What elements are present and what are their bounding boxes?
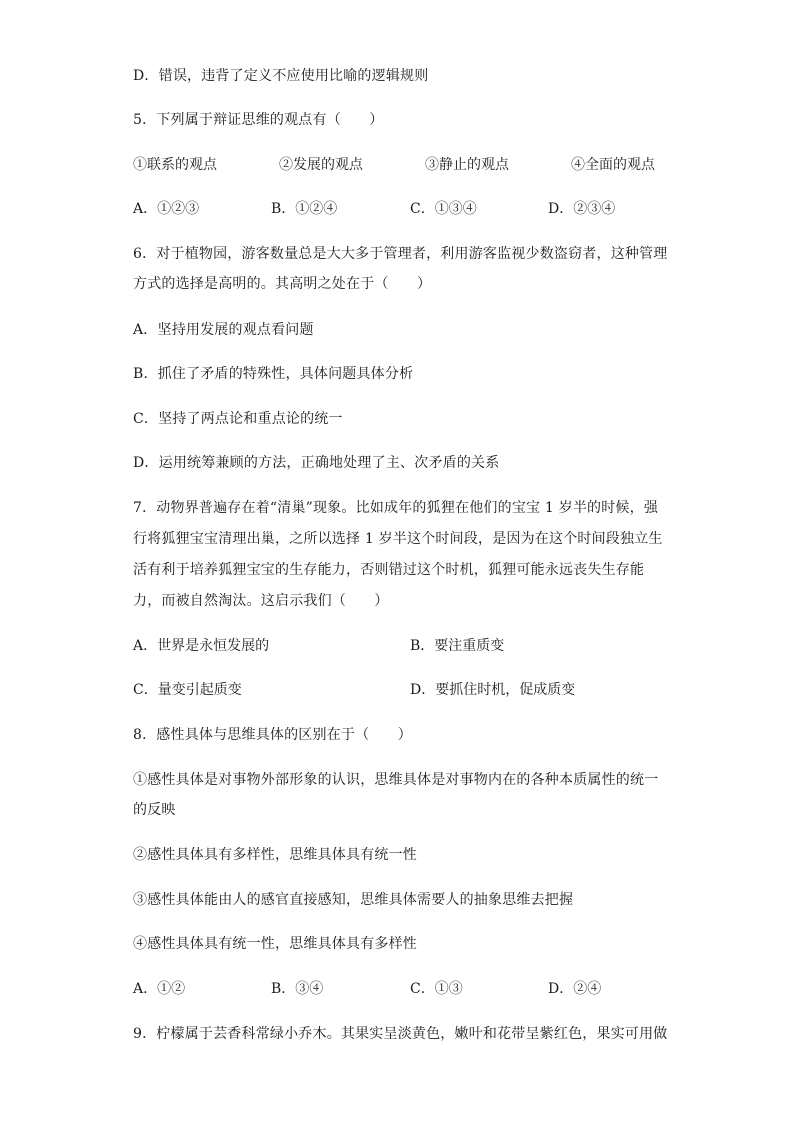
q5-item-1: ①联系的观点 [133, 157, 217, 173]
q5-option-b: B．①②④ [271, 201, 338, 217]
q5-stem: 5．下列属于辩证思维的观点有（ ） [133, 112, 384, 128]
q7-stem-line-4: 力，而被自然淘汰。这启示我们（ ） [133, 593, 389, 609]
q7-option-d: D．要抓住时机，促成质变 [410, 682, 576, 698]
q8-item-1-line-2: 的反映 [133, 802, 176, 818]
q6-option-c: C．坚持了两点论和重点论的统一 [133, 411, 343, 427]
q7-stem-line-2: 行将狐狸宝宝清理出巢，之所以选择 1 岁半这个时间段，是因为在这个时间段独立生 [133, 531, 663, 547]
q5-option-c: C．①③④ [410, 201, 477, 217]
q6-option-d: D．运用统筹兼顾的方法，正确地处理了主、次矛盾的关系 [133, 455, 500, 471]
q6-option-a: A．坚持用发展的观点看问题 [133, 322, 314, 338]
q6-option-b: B．抓住了矛盾的特殊性，具体问题具体分析 [133, 366, 414, 382]
q6-stem-line-1: 6．对于植物园，游客数量总是大大多于管理者，利用游客监视少数盗窃者，这种管理 [133, 246, 668, 262]
q8-stem: 8．感性具体与思维具体的区别在于（ ） [133, 727, 412, 743]
q6-stem-line-2: 方式的选择是高明的。其高明之处在于（ ） [133, 276, 432, 292]
q7-option-c: C．量变引起质变 [133, 682, 242, 698]
q5-option-a: A．①②③ [133, 201, 200, 217]
q8-option-c: C．①③ [410, 981, 463, 997]
q4-option-d: D．错误，违背了定义不应使用比喻的逻辑规则 [133, 68, 429, 84]
q8-option-a: A．①② [133, 981, 186, 997]
q8-item-2: ②感性具体具有多样性，思维具体具有统一性 [133, 847, 417, 863]
q7-stem-line-3: 活有利于培养狐狸宝宝的生存能力，否则错过这个时机，狐狸可能永远丧失生存能 [133, 562, 645, 578]
q8-item-4: ④感性具体具有统一性，思维具体具有多样性 [133, 936, 417, 952]
q7-option-b: B．要注重质变 [410, 638, 505, 654]
q7-option-a: A．世界是永恒发展的 [133, 638, 270, 654]
q5-item-4: ④全面的观点 [571, 157, 655, 173]
q7-stem-line-1: 7．动物界普遍存在着“清巢”现象。比如成年的狐狸在他们的宝宝 1 岁半的时候，强 [133, 500, 659, 516]
q8-option-d: D．②④ [548, 981, 602, 997]
q8-item-3: ③感性具体能由人的感官直接感知，思维具体需要人的抽象思维去把握 [133, 892, 574, 908]
q5-option-d: D．②③④ [548, 201, 616, 217]
q5-item-2: ②发展的观点 [279, 157, 363, 173]
q8-option-b: B．③④ [271, 981, 324, 997]
q5-item-3: ③静止的观点 [425, 157, 509, 173]
q8-item-1-line-1: ①感性具体是对事物外部形象的认识，思维具体是对事物内在的各种本质属性的统一 [133, 772, 659, 788]
q9-stem-line-1: 9．柠檬属于芸香科常绿小乔木。其果实呈淡黄色，嫩叶和花带呈紫红色，果实可用做 [133, 1026, 668, 1042]
